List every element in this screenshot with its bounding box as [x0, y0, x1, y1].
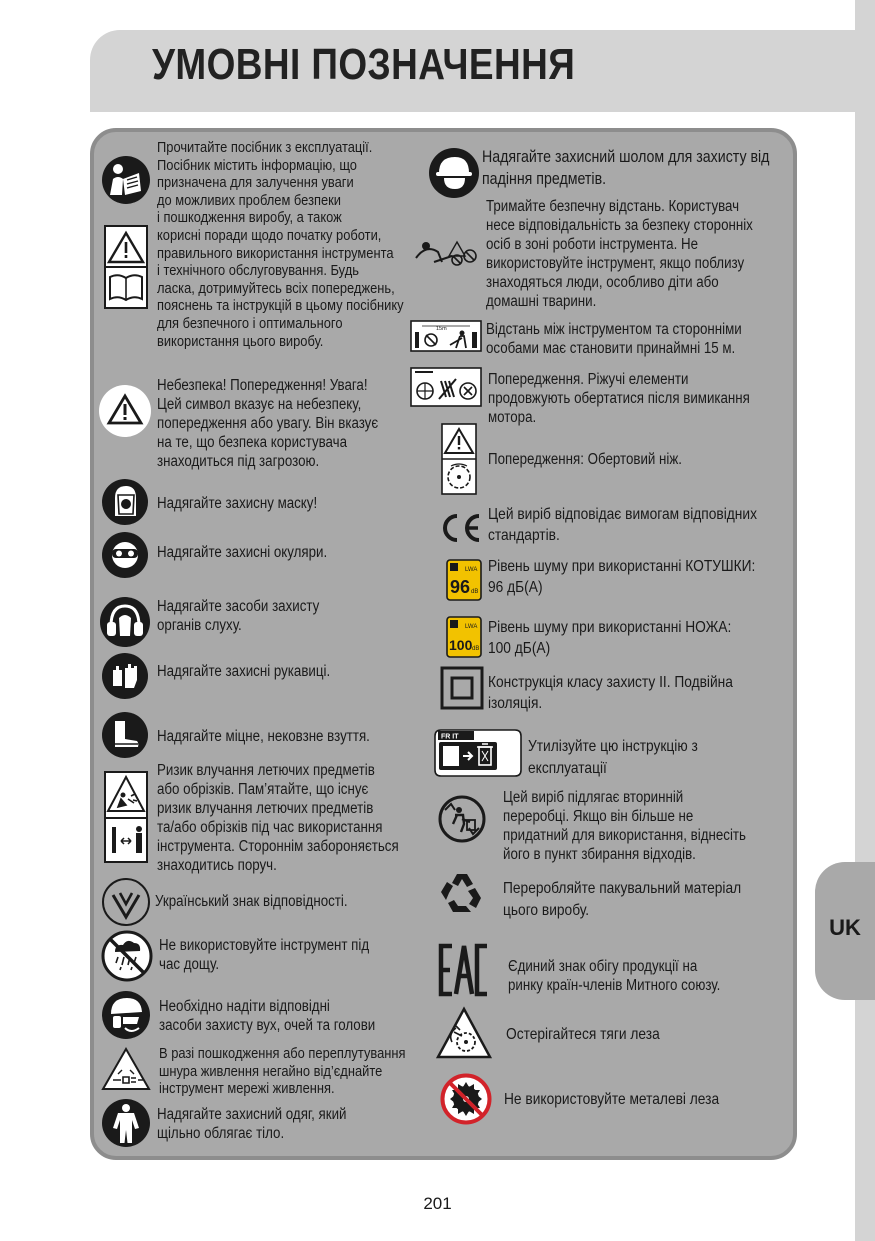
- recycle-packaging-icon: [437, 868, 487, 918]
- kickback-description: Остерігайтеся тяги леза: [506, 1026, 660, 1043]
- dispose-description: Утилізуйте цю інструкцію з експлуатації: [528, 738, 698, 777]
- db-label: dB: [472, 646, 480, 652]
- recyclable-product-icon: [437, 794, 487, 844]
- clothing-description: Надягайте захисний одяг, який щільно облягає тіло.: [157, 1106, 347, 1142]
- safe-distance-description: Тримайте безпечну відстань. Користувач несе відповідальність за безпеку сторонніх осіб в зоні роботи інструмента. Не використовуйте інструмент, якщо поблизу знаходяться люди, особливо діти або домашні тварини.: [486, 198, 753, 310]
- unplug-cord-icon: [101, 1046, 151, 1092]
- warning-manual-icon: [104, 225, 148, 309]
- protective-clothing-icon: [101, 1098, 151, 1148]
- rotating-parts-icon: [410, 367, 482, 407]
- danger-description: Небезпека! Попередження! Увага! Цей символ вказує на небезпеку, попередження або увагу. Він вказує на те, що безпека користувача знаходиться під загрозою.: [157, 377, 379, 470]
- no-metal-description: Не використовуйте металеві леза: [504, 1091, 720, 1108]
- hearing-description: Надягайте засоби захисту органів слуху.: [157, 598, 320, 634]
- gloves-icon: [101, 652, 149, 700]
- cord-description: В разі пошкодження або переплутування шнура живлення негайно від’єднайте інструмент мережі живлення.: [159, 1045, 406, 1098]
- gloves-description: Надягайте захисні рукавиці.: [157, 663, 331, 680]
- boots-description: Надягайте міцне, нековзне взуття.: [157, 728, 370, 745]
- goggles-description: Надягайте захисні окуляри.: [157, 544, 328, 561]
- read-manual-icon: [101, 155, 151, 205]
- language-tab[interactable]: [815, 862, 875, 1000]
- dispose-manual-icon: [433, 728, 523, 778]
- blade-thrust-warning-icon: [436, 1006, 492, 1060]
- eac-mark-icon: [438, 942, 490, 998]
- page-header: [90, 30, 855, 112]
- distance-15m-icon: [410, 320, 482, 352]
- debris-description: Ризик влучання летючих предметів або обрізків. Пам’ятайте, що існує ризик влучання летючих предметів та/або обрізків під час використання інструмента. Стороннім забороняється знаходитись поруч.: [157, 762, 399, 874]
- face-mask-icon: [101, 478, 149, 526]
- safety-helmet-icon: [428, 147, 480, 199]
- ppe-description: Необхідно надіти відповідні засоби захисту вух, очей та голови: [159, 998, 376, 1034]
- distance-15m-description: Відстань між інструментом та сторонніми особами має становити принаймні 15 м.: [486, 321, 742, 357]
- side-band: [855, 0, 875, 1241]
- double-insulation-icon: [440, 666, 484, 710]
- recycle-pack-description: Переробляйте пакувальний матеріал цього виробу.: [503, 880, 742, 919]
- recycle-product-description: Цей виріб підлягає вторинній переробці. Якщо він більше не придатний для використання, віднесіть його в пункт збирання відходів.: [503, 789, 746, 863]
- head-eye-ear-protection-icon: [101, 990, 151, 1040]
- language-tab-label: UK: [829, 915, 861, 940]
- rain-description: Не використовуйте інструмент під час дощу.: [159, 937, 370, 973]
- safety-boots-icon: [101, 711, 149, 759]
- ce-description: Цей виріб відповідає вимогам відповідних стандартів.: [488, 506, 757, 544]
- safety-goggles-icon: [101, 531, 149, 579]
- lwa-label: LWA: [465, 567, 478, 573]
- manual-description: Прочитайте посібник з експлуатації. Посібник містить інформацію, що призначена для залучення уваги до можливих проблем безпеки і пошкодження виробу, а також корисні поради щодо початку роботи, правильного використання інструмента і технічного обслуговування. Будь ласка, дотримуйтесь всіх попереджень, пояснень та інструкцій в цьому посібнику для безпечного і оптимального використання цього виробу.: [157, 139, 404, 350]
- noise-level-blade-icon: [446, 616, 482, 658]
- db-label: dB: [471, 589, 479, 595]
- rotating-description: Попередження. Ріжучі елементи продовжують обертатися після вимикання мотора.: [488, 371, 750, 426]
- blade-description: Попередження: Обертовий ніж.: [488, 451, 682, 468]
- fr-it-label: FR IT: [441, 733, 459, 741]
- danger-warning-icon: [98, 384, 152, 438]
- flying-debris-icon: [104, 771, 148, 863]
- noise-96-value: 96: [450, 577, 471, 597]
- noise-spool-description: Рівень шуму при використанні КОТУШКИ: 96 дБ(А): [488, 558, 756, 596]
- helmet-description: Надягайте захисний шолом для захисту від падіння предметів.: [482, 148, 770, 188]
- no-rain-icon: [101, 930, 153, 982]
- noise-100-value: 100: [449, 637, 473, 653]
- page-title: УМОВНІ ПОЗНАЧЕННЯ: [152, 40, 576, 89]
- noise-level-spool-icon: [446, 559, 482, 601]
- keep-distance-icon: [412, 232, 482, 270]
- ua-mark-description: Український знак відповідності.: [155, 893, 348, 910]
- page-number: 201: [423, 1194, 452, 1213]
- distance-label: 15m: [436, 326, 447, 332]
- rotating-blade-warning-icon: [441, 423, 477, 495]
- ua-conformity-mark-icon: [101, 877, 151, 927]
- ce-mark-icon: [437, 512, 483, 544]
- hearing-protection-icon: [99, 596, 151, 648]
- eac-description: Єдиний знак обігу продукції на ринку країн-членів Митного союзу.: [508, 958, 721, 994]
- mask-description: Надягайте захисну маску!: [157, 495, 318, 512]
- lwa-label: LWA: [465, 624, 478, 630]
- noise-blade-description: Рівень шуму при використанні НОЖА: 100 дБ(А): [488, 619, 732, 657]
- class2-description: Конструкція класу захисту II. Подвійна ізоляція.: [488, 674, 733, 712]
- no-metal-blades-icon: [439, 1072, 493, 1126]
